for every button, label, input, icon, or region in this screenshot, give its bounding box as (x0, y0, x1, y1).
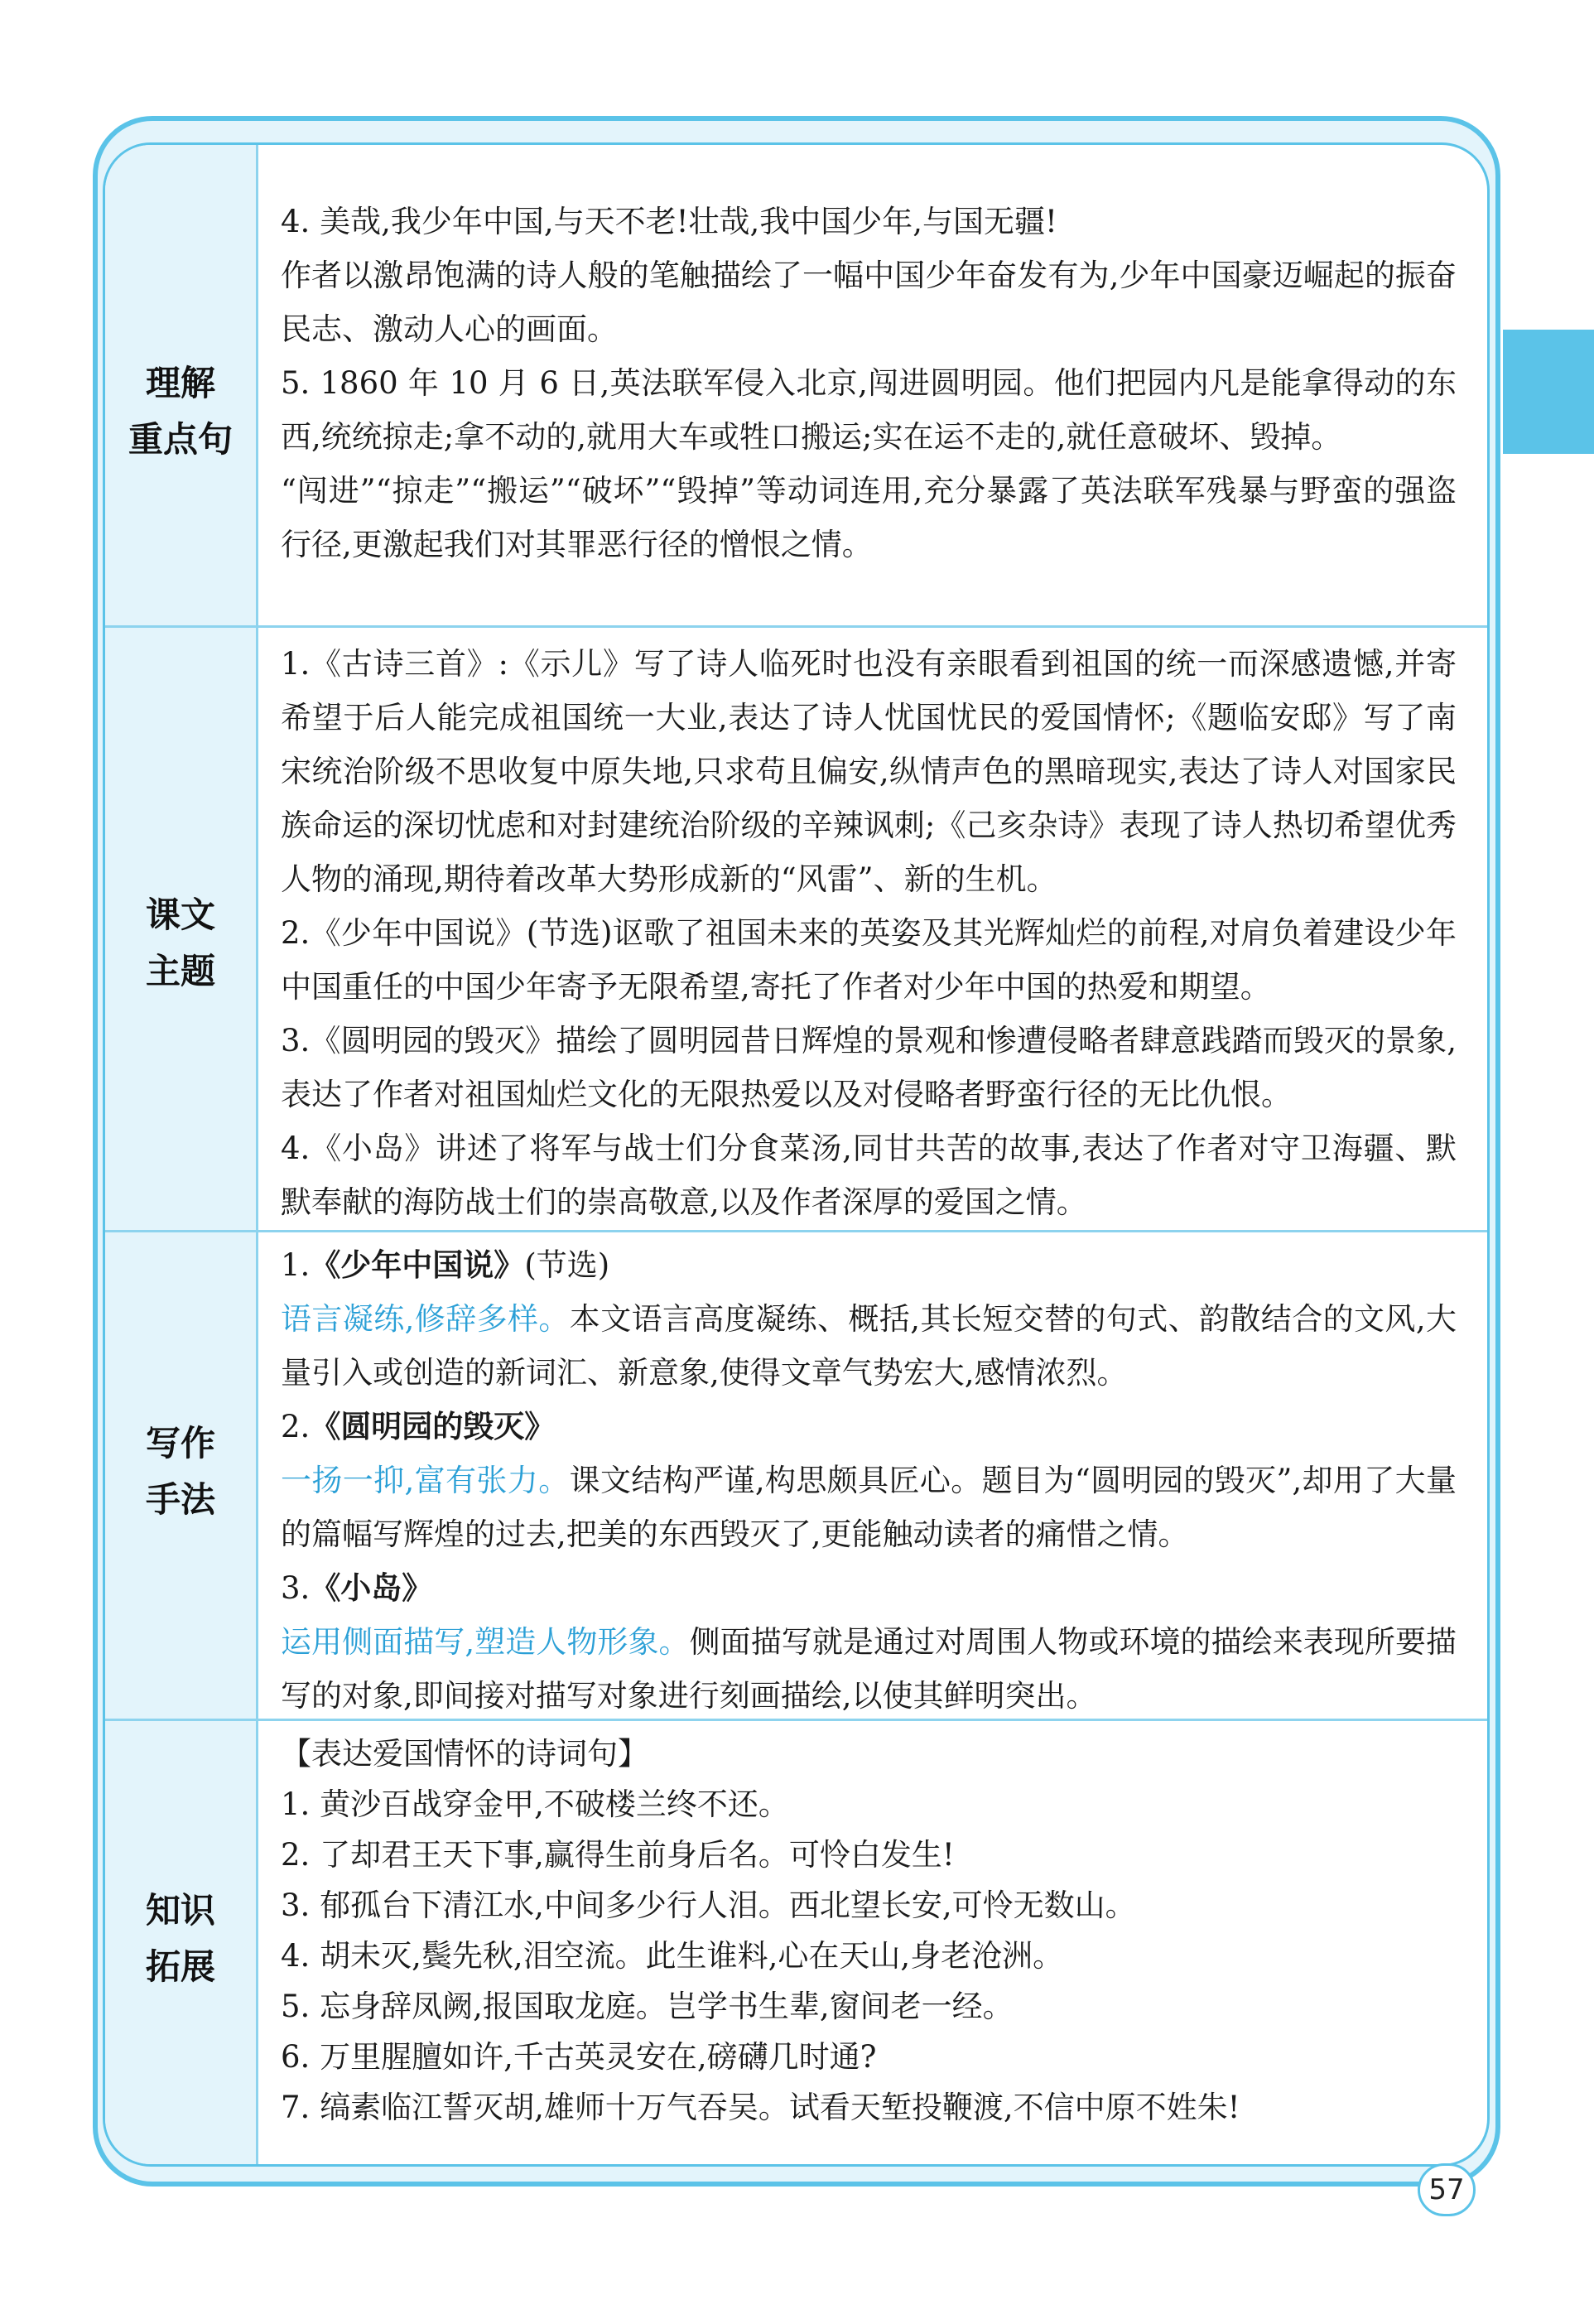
highlight-phrase: 一扬一抑,富有张力。 (281, 1463, 570, 1498)
right-edge-tab (1503, 330, 1594, 454)
poem-line: 5. 忘身辞凤阙,报国取龙庭。岂学书生辈,窗间老一经。 (281, 1989, 1014, 2024)
section-divider (105, 625, 1487, 628)
item-heading (281, 1561, 1457, 1615)
section-text-theme (281, 637, 1457, 1229)
label-line: 手法 (145, 1479, 215, 1520)
item-number: 3. (281, 1570, 311, 1606)
paragraph: 3.《圆明园的毁灭》描绘了圆明园昔日辉煌的景观和惨遭侵略者肆意践踏而毁灭的景象,表达了作者对祖国灿烂文化的无限热爱以及对侵略者野蛮行径的无比仇恨。 (281, 1023, 1457, 1112)
label-line: 知识 (145, 1890, 215, 1931)
highlight-phrase: 运用侧面描写,塑造人物形象。 (281, 1624, 690, 1660)
item-title: 《圆明园的毁灭》 (310, 1409, 556, 1444)
poem-line: 7. 缟素临江誓灭胡,雄师十万气吞吴。试看天堑投鞭渡,不信中原不姓朱! (281, 2090, 1240, 2125)
item-body (281, 1454, 1457, 1561)
section-divider (105, 1719, 1487, 1721)
item-body (281, 1615, 1457, 1723)
item-heading (281, 1400, 1457, 1454)
item-number: 2. (281, 1409, 311, 1444)
section-key-sentences (281, 195, 1457, 571)
paragraph: 2.《少年中国说》(节选)讴歌了祖国未来的英姿及其光辉灿烂的前程,对肩负着建设少年中国重任的中国少年寄予无限希望,寄托了作者对少年中国的热爱和期望。 (281, 915, 1457, 1005)
content-panel (103, 142, 1490, 2167)
item-number: 1. (281, 1247, 311, 1283)
section-label-knowledge-extension (105, 1883, 256, 1995)
section-knowledge-extension (281, 1729, 1457, 2133)
section-writing-technique (281, 1238, 1457, 1723)
poem-line: 4. 胡未灭,鬓先秋,泪空流。此生谁料,心在天山,身老沧洲。 (281, 1938, 1064, 1974)
paragraph: 5. 1860 年 10 月 6 日,英法联军侵入北京,闯进圆明园。他们把园内凡是能拿得动的东西,统统掠走;拿不动的,就用大车或牲口搬运;实在运不走的,就任意破坏、毁掉。 (281, 365, 1457, 455)
paragraph: “闯进”“掠走”“搬运”“破坏”“毁掉”等动词连用,充分暴露了英法联军残暴与野蛮的强盗行径,更激起我们对其罪恶行径的憎恨之情。 (281, 473, 1457, 562)
poem-line: 1. 黄沙百战穿金甲,不破楼兰终不还。 (281, 1786, 789, 1822)
label-line: 课文 (145, 894, 215, 935)
page-number: 57 (1418, 2163, 1476, 2216)
section-divider (105, 1230, 1487, 1232)
label-line: 写作 (145, 1423, 215, 1463)
poem-line: 2. 了却君王天下事,赢得生前身后名。可怜白发生! (281, 1837, 955, 1873)
label-line: 拓展 (145, 1946, 215, 1987)
section-label-text-theme (105, 887, 256, 1000)
item-title: 《小岛》 (310, 1570, 433, 1606)
label-line: 主题 (145, 951, 215, 991)
section-label-writing-technique (105, 1415, 256, 1528)
poem-heading: 【表达爱国情怀的诗词句】 (281, 1736, 648, 1772)
paragraph: 4. 美哉,我少年中国,与天不老!壮哉,我中国少年,与国无疆! (281, 204, 1057, 239)
item-body (281, 1292, 1457, 1400)
poem-line: 3. 郁孤台下清江水,中间多少行人泪。西北望长安,可怜无数山。 (281, 1888, 1136, 1923)
highlight-phrase: 语言凝练,修辞多样。 (281, 1301, 570, 1337)
paragraph: 1.《古诗三首》:《示儿》写了诗人临死时也没有亲眼看到祖国的统一而深感遗憾,并寄希望于后人能完成祖国统一大业,表达了诗人忧国忧民的爱国情怀;《题临安邸》写了南宋统治阶级不思收复中原失地,只求苟且偏安,纵情声色的黑暗现实,表达了诗人对国家民族命运的深切忧虑和对封建统治阶级的辛辣讽刺;《己亥杂诗》表现了诗人热切希望优秀人物的涌现,期待着改革大势形成新的“风雷”、新的生机。 (281, 646, 1457, 897)
label-line: 重点句 (128, 419, 233, 460)
paragraph: 作者以激昂饱满的诗人般的笔触描绘了一幅中国少年奋发有为,少年中国豪迈崛起的振奋民志、激动人心的画面。 (281, 258, 1457, 347)
item-text: 课文结构严谨,构思颇具匠心。题目为“圆明园的毁灭”,却用了大量的篇幅写辉煌的过去,把美的东西毁灭了,更能触动读者的痛惜之情。 (281, 1463, 1457, 1552)
section-label-key-sentences (105, 355, 256, 468)
paragraph: 4.《小岛》讲述了将军与战士们分食菜汤,同甘共苦的故事,表达了作者对守卫海疆、默默奉献的海防战士们的崇高敬意,以及作者深厚的爱国之情。 (281, 1131, 1457, 1220)
item-text: 本文语言高度凝练、概括,其长短交替的句式、韵散结合的文风,大量引入或创造的新词汇、新意象,使得文章气势宏大,感情浓烈。 (281, 1301, 1457, 1391)
item-text: 侧面描写就是通过对周围人物或环境的描绘来表现所要描写的对象,即间接对描写对象进行刻画描绘,以使其鲜明突出。 (281, 1624, 1457, 1714)
item-suffix: (节选) (524, 1247, 610, 1283)
item-title: 《少年中国说》 (310, 1247, 525, 1283)
item-heading (281, 1238, 1457, 1292)
poem-line: 6. 万里腥膻如许,千古英灵安在,磅礴几时通? (281, 2039, 877, 2075)
label-line: 理解 (145, 363, 215, 403)
